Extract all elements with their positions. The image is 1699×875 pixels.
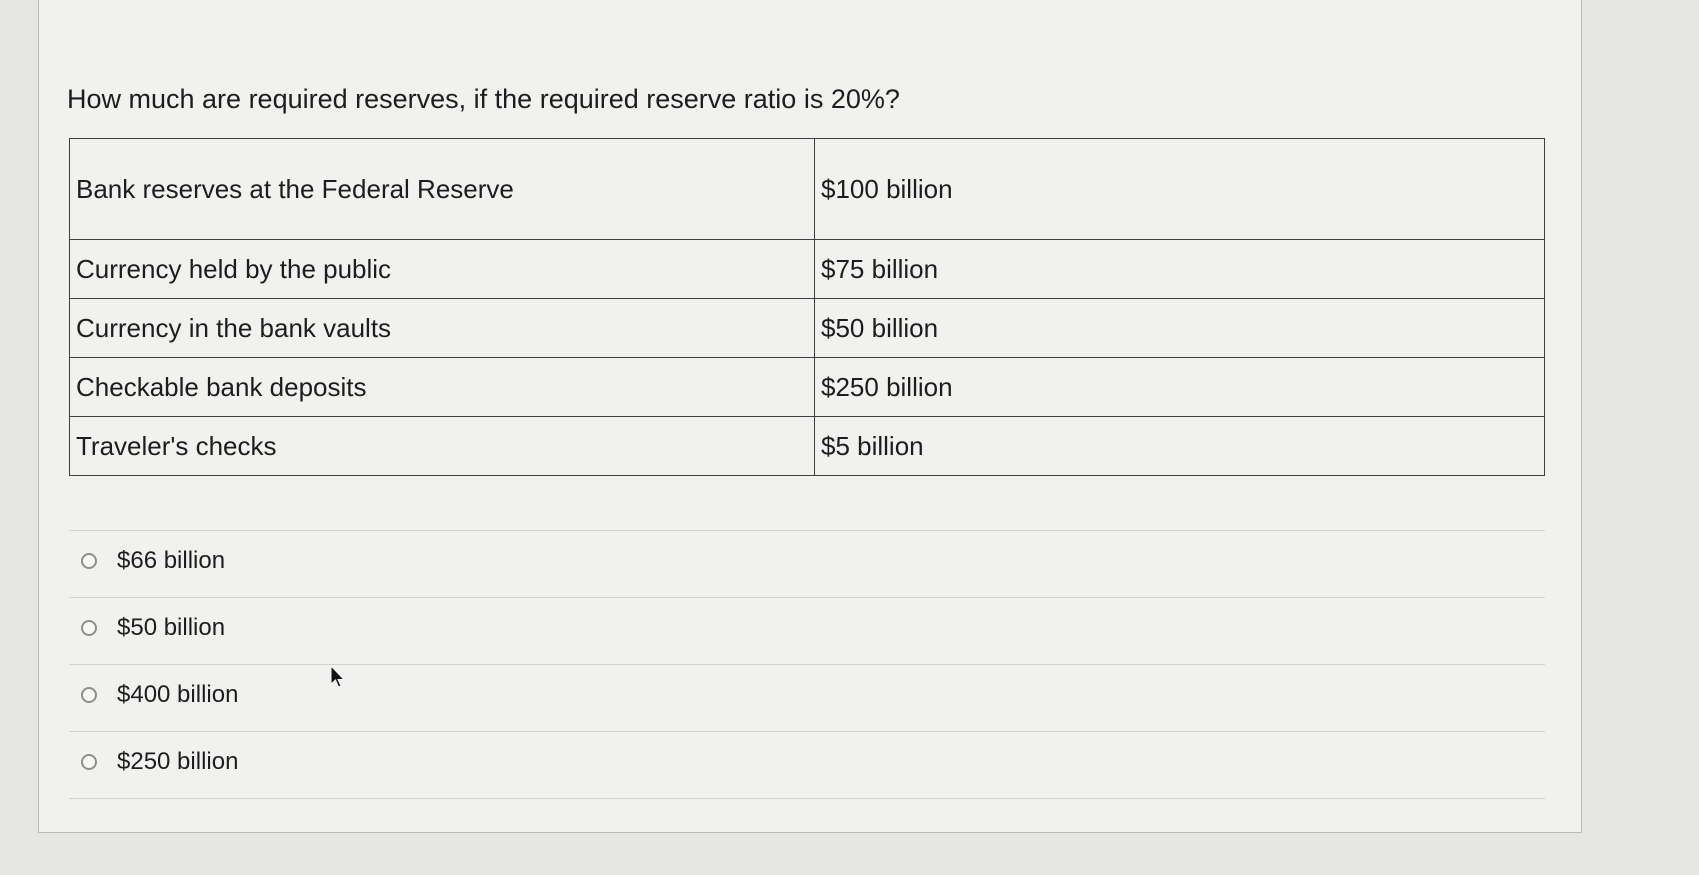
question-card [38,0,1582,833]
answer-option-label[interactable]: $66 billion [117,547,226,574]
table-cell-value: $250 billion [815,358,1545,417]
table-cell-label: Currency in the bank vaults [70,299,815,358]
radio-button[interactable] [81,620,97,636]
answer-option-250-billion[interactable] [69,732,1545,799]
question-text: How much are required reserves, if the required reserve ratio is 20%? [67,84,900,114]
answer-option-label[interactable]: $250 billion [117,748,239,775]
mouse-pointer-icon [330,665,346,689]
table-cell-value: $5 billion [815,417,1545,476]
answer-option-66-billion[interactable] [69,530,1545,598]
table-cell-value: $75 billion [815,240,1545,299]
answer-option-label[interactable]: $400 billion [117,681,239,708]
table-row [70,358,1545,417]
reserves-table [69,138,1545,476]
radio-button[interactable] [81,687,97,703]
answer-option-label[interactable]: $50 billion [117,614,226,641]
radio-button[interactable] [81,754,97,770]
table-row [70,139,1545,240]
radio-button[interactable] [81,553,97,569]
answer-option-400-billion[interactable] [69,665,1545,732]
table-row [70,417,1545,476]
table-cell-label: Bank reserves at the Federal Reserve [70,139,815,240]
table-row [70,240,1545,299]
table-cell-label: Currency held by the public [70,240,815,299]
table-row [70,299,1545,358]
table-cell-label: Checkable bank deposits [70,358,815,417]
table-cell-value: $100 billion [815,139,1545,240]
answer-options [69,530,1545,799]
table-cell-label: Traveler's checks [70,417,815,476]
answer-option-50-billion[interactable] [69,598,1545,665]
table-cell-value: $50 billion [815,299,1545,358]
